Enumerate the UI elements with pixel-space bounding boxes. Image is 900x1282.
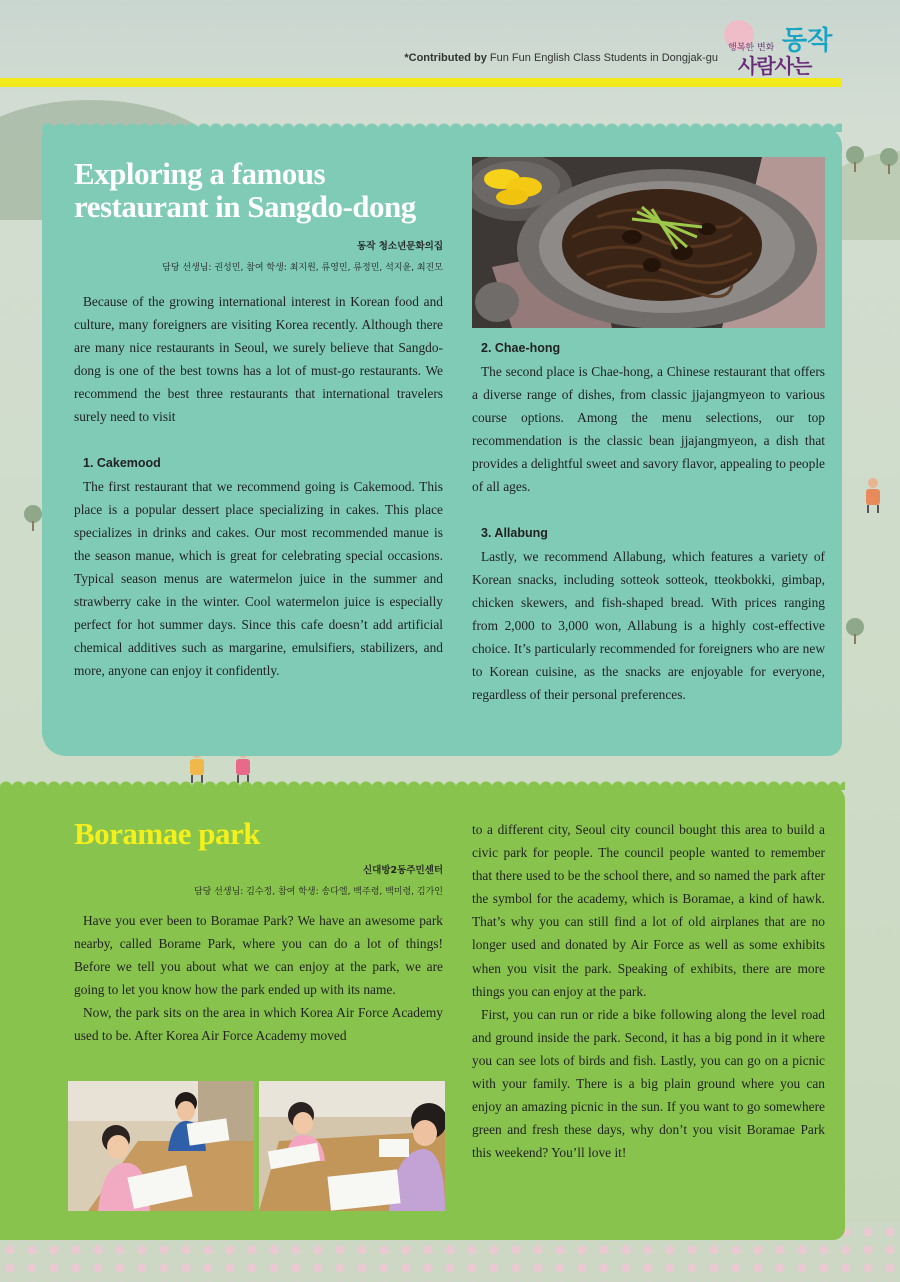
contributed-text: Fun Fun English Class Students in Dongjak-gu bbox=[489, 52, 718, 64]
article2-org: 신대방2동주민센터 bbox=[362, 865, 443, 876]
section-text-allabung: Lastly, we recommend Allabung, which features a variety of Korean snacks, including sotteok sotteok, tteokbokki, gimbap, chicken skewers, and fish-shaped bread. With prices ranging from 2,000 to 3,000 won, Allabung is a highly cost-effective choice. It’s particularly recommended for foreigners who are new to Korean cuisine, as the snacks are enjoyable for everyone, regardless of their personal preferences. bbox=[472, 548, 825, 703]
header-rule bbox=[0, 78, 842, 87]
article2-credits bbox=[74, 862, 443, 902]
contributor-credit bbox=[404, 52, 718, 64]
jjajangmyeon-photo bbox=[472, 157, 825, 328]
section-heading-allabung: 3. Allabung bbox=[481, 525, 548, 540]
section-text-cakemood: The first restaurant that we recommend going is Cakemood. This place is a popular dessert place specializing in cakes. This place specializes in drinks and cakes. Our most recommended manue is the season manue, which is great for celebrating special occasions. Typical season menus are watermelon juice in the summer and strawberry cake in the winter. Cool watermelon juice is especially perfect for hot summer days. Since this cafe doesn’t add artificial chemical additives such as margarine, emulsifiers, stabilizers, and more, anyone can enjoy it confidently. bbox=[74, 478, 443, 679]
article2-paragraph-2-continued: to a different city, Seoul city council bought this area to build a civic park for people. The council people wanted to remember that there used to be the school there, and so named the park after the symbol for the academy, which is Boramae, a kind of hawk. That’s why you can still find a lot of old airplanes that are no longer used and donated by Air Force as well as some exhibits when you visit the park. Speaking of exhibits, there are more things you can enjoy at the park. bbox=[472, 822, 825, 999]
background-hiker-figure bbox=[866, 478, 880, 512]
article2-right-column bbox=[472, 818, 825, 1164]
article1-right-column bbox=[472, 337, 825, 706]
logo-dong-text: 동작 bbox=[782, 26, 833, 56]
contributed-prefix: *Contributed by bbox=[404, 52, 487, 64]
article1-intro: Because of the growing international interest in Korean food and culture, many foreigners are visiting Korea recently. Although there are many nice restaurants in Seoul, we surely believe that Sangdo-dong is one of the best towns has a lot of must-go restaurants. We recommend the best three restaurants that international travelers surely need to visit bbox=[74, 294, 443, 425]
classroom-photo-2 bbox=[259, 1081, 445, 1211]
background-tree bbox=[880, 148, 898, 166]
section-heading-cakemood: 1. Cakemood bbox=[83, 455, 161, 470]
article2-paragraph-3: First, you can run or ride a bike following along the level road and ground inside the park. Second, it has a big pond in it where you can see lots of birds and fish. Lastly, you can go on a picnic with your family. There is a big plain ground where you can enjoy an amazing picnic in the sun. If you want to go somewhere green and fresh these days, why don’t you visit Boramae Park this weekend? You’ll love it! bbox=[472, 1006, 825, 1161]
article2-paragraph-1: Have you ever been to Boramae Park? We have an awesome park nearby, called Borame Park, where you can do a lot of things! Before we tell you about what we can enjoy at the park, we are going to let you know how the park ended up with its name. bbox=[74, 913, 443, 998]
dongjak-logo bbox=[724, 20, 844, 78]
jjajangmyeon-illustration bbox=[472, 157, 825, 328]
classroom-illustration-2 bbox=[259, 1081, 445, 1211]
classroom-illustration-1 bbox=[68, 1081, 254, 1211]
article2-left-column bbox=[74, 909, 443, 1048]
logo-small-text: 행복한 변화 bbox=[728, 43, 775, 53]
logo-big-text: 사람사는 bbox=[738, 54, 812, 78]
article2-paragraph-2: Now, the park sits on the area in which Korea Air Force Academy used to be. After Korea Air Force Academy moved bbox=[74, 1005, 443, 1044]
section-text-chae-hong: The second place is Chae-hong, a Chinese restaurant that offers a diverse range of dishes, from classic jjajangmyeon to various course options. Among the menu selections, our top recommendation is the classic bean jjajangmyeon, a dish that provides a delightful sweet and savory flavor, appealing to people of all ages. bbox=[472, 364, 825, 495]
background-tree bbox=[24, 505, 42, 523]
article1-org: 동작 청소년문화의집 bbox=[357, 241, 443, 252]
classroom-photos bbox=[68, 1081, 445, 1211]
article2-title: Boramae park bbox=[74, 816, 261, 851]
background-tree bbox=[846, 146, 864, 164]
classroom-photo-1 bbox=[68, 1081, 254, 1211]
article1-title: Exploring a famous restaurant in Sangdo-dong bbox=[74, 156, 416, 224]
background-tree bbox=[846, 618, 864, 636]
article2-staff: 담당 선생님: 김수정, 참여 학생: 송다엘, 백주령, 백미령, 김가인 bbox=[193, 887, 443, 897]
article1-staff: 담당 선생님: 권성민, 참여 학생: 최지원, 류영민, 류정민, 석지윤, 최진모 bbox=[162, 263, 443, 273]
article1-credits bbox=[74, 238, 443, 278]
section-heading-chae-hong: 2. Chae-hong bbox=[481, 341, 561, 355]
article1-left-column bbox=[74, 290, 443, 682]
